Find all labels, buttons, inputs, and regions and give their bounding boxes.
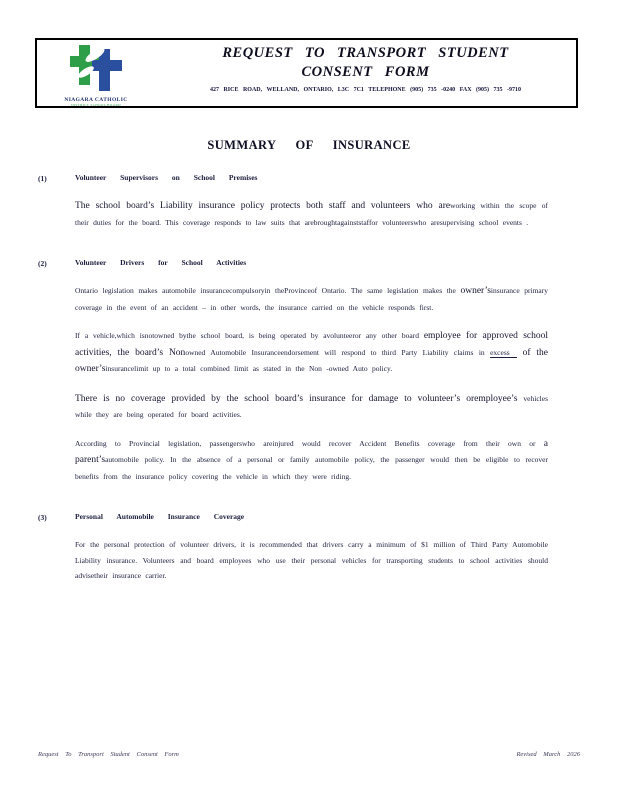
paragraph [75, 536, 548, 583]
section-heading: Volunteer Supervisors on School Premises [75, 173, 258, 182]
section-number: (3) [38, 513, 47, 522]
insurance-section [38, 173, 548, 242]
text-segment: of the owner’s [75, 347, 548, 374]
text-segment: There is no coverage provided by the school board’s insurance for damage to volunteer’s oremployee’s [75, 393, 524, 404]
text-segment: If a vehicle,which isnotowned bythe school board, is being operated by avolunteeror any other board [75, 331, 424, 340]
insurance-section [38, 512, 548, 596]
footer-revision-date: Revised March 2026 [516, 751, 580, 758]
section-heading: Volunteer Drivers for School Activities [75, 258, 247, 267]
text-segment: The school board’s Liability insurance policy protects both staff and volunteers who are [75, 201, 451, 211]
section-heading: Personal Automobile Insurance Coverage [75, 512, 245, 521]
text-segment: For the personal protection of volunteer drivers, it is recommended that drivers carry a minimum of $1 million of Third Party Automobile Liability insurance. Volunteers and board employees who use their personal vehicles for transporting students to school activities should advisetheir insurance carrier. [75, 540, 548, 580]
text-segment: employee for approved school activities, the board’s Non [75, 331, 548, 358]
paragraph [75, 197, 548, 229]
text-segment: vehicles while they are being operated for board activities. [75, 393, 548, 419]
section-number: (1) [38, 174, 47, 183]
text-segment: According to Provincial legislation, passengerswho areinjured would recover Accident Benefits coverage from their own or [75, 438, 544, 448]
footer-document-name: Request To Transport Student Consent Form [38, 751, 179, 758]
sections [38, 173, 548, 596]
text-segment: insurancelimit up to a total combined limit as stated in the Non -owned Auto policy. [105, 364, 393, 373]
text-segment: Ontario legislation makes automobile insurancecompulsoryin theProvinceof Ontario. The same legislation makes the [75, 286, 461, 295]
section-body [75, 173, 548, 242]
section-body [75, 512, 548, 596]
paragraph [75, 435, 548, 484]
section-body [75, 258, 548, 496]
paragraph [75, 327, 548, 377]
text-segment: insurance primary coverage in the event of an accident – in other words, the insurance carried on the vehicle responds first. [75, 286, 548, 312]
form-title-line2: CONSENT FORM [301, 64, 430, 80]
text-segment: working within the scope of their duties for the board. This coverage responds to law suits that arebroughtagainststaffor volunteerswho aresupervising school events . [75, 201, 548, 227]
school-board-logo [37, 40, 155, 106]
text-segment: owned Automobile Insuranceendorsement will respond to third Party Liability claims in [185, 347, 491, 357]
page-footer [38, 751, 580, 758]
form-header [35, 38, 578, 108]
board-address: 427 RICE ROAD, WELLAND, ONTARIO, L3C 7C1 TELEPHONE (905) 735 -0240 FAX (905) 735 -9710 [209, 87, 522, 93]
paragraph [75, 390, 548, 422]
text-segment: excess [490, 348, 517, 358]
double-cross-leaf-icon [70, 43, 122, 96]
text-segment: automobile policy. In the absence of a personal or family automobile policy, the passenger would then be eligible to recover benefits from the insurance policy covering the vehicle in which they were riding. [75, 455, 548, 481]
header-title-block [155, 40, 576, 106]
section-number: (2) [38, 259, 47, 268]
text-segment: a parent’s [75, 438, 548, 465]
page-title: SUMMARY OF INSURANCE [207, 138, 411, 152]
logo-board-name: NIAGARA CATHOLIC [64, 97, 128, 103]
text-segment: owner’s [460, 286, 491, 296]
logo-board-subtitle: DISTRICT SCHOOL BOARD [71, 103, 121, 107]
insurance-section [38, 258, 548, 496]
paragraph [75, 282, 548, 314]
form-title-line1: REQUEST TO TRANSPORT STUDENT [222, 45, 509, 61]
